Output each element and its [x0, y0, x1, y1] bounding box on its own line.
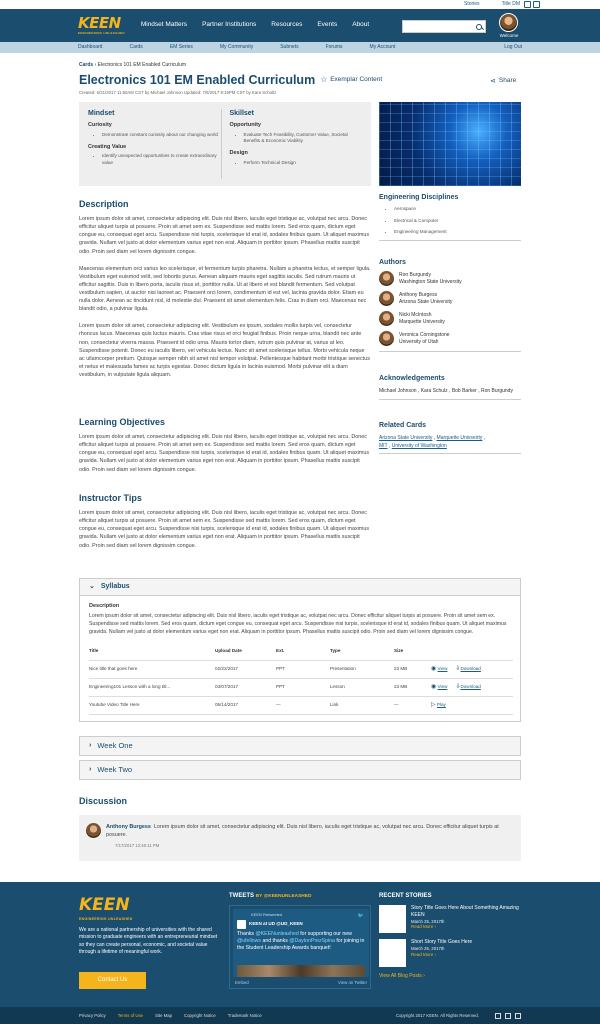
- syllabus-table: [89, 645, 513, 715]
- terms-of-use-link[interactable]: Terms of Use: [117, 1012, 144, 1018]
- exemplar-badge: ☆ Exemplar Content: [320, 75, 383, 85]
- tweets-panel: [229, 892, 371, 989]
- syllabus-description-title: Description: [89, 603, 120, 609]
- download-icon: ⇩: [455, 666, 461, 672]
- main-nav: [141, 21, 369, 30]
- eye-icon: ◉: [431, 666, 437, 672]
- main-header: [0, 9, 600, 42]
- retweet-label: KEEN Retweeted: [251, 912, 283, 918]
- footer-about: We are a national partnership of universities with the shared mission to graduate engineers with an entrepreneurial mindset so they can create personal, economic, and societal value through a lifetime of meaningful work.: [79, 927, 218, 955]
- author-item[interactable]: Anthony Burgess Arizona State University: [379, 291, 521, 306]
- syllabus-toggle[interactable]: ⌄ Syllabus: [89, 583, 130, 591]
- learning-objectives-paragraph: Lorem ipsum dolor sit amet, consectetur adipiscing elit. Duis nisl libero, iaculis eget tristique ac, volutpat nec arcu. Donec efficitur aliquet turpis at posuere. Proin sit amet sem ex. Suspendisse sed mattis lorem. Sed eros quam, dictum eget congue eu, consequat eget arcu. Suspendisse nisi turpis, scelerisque id erat id, sodales finibus quam. Ut aliquet maximus gravida. Nullam vel justo at dolor elementum varius eget non erat. Aliquam in porttitor ipsum. Phasellus mattis suscipit odio. Proin sed diam vel lorem dignissim congue.: [79, 434, 370, 473]
- authors-heading: Authors: [379, 259, 406, 266]
- mindset-heading: Mindset: [88, 110, 115, 117]
- breadcrumb-current: Electronics 101 EM Enabled Curriculum: [97, 62, 187, 68]
- description-paragraph: Maecenas elementum orci varius leo scelerisque, et fermentum turpis pharetra. Nullam a pharetra lectus, et semper ligula. Vestibulum eget euismod velit, sed lobortis purus. Aenean aliquam mauris eget sagittis iaculis. Sed rutrum mauris ut efficitur sagittis. Duis in libero porta, iaculis risus et, porttitor nulla. Ut at libero et est blandit fermentum. Sed volutpat vestibulum sapien, ut auctor nisi laoreet ac. Praesent orci lorem, condimentum id est vel, lacinia gravida dolor. Etiam eu nulla dolor. Aenean ac tincidunt nisl, id molestie dui. Praesent sit amet elementum felis. Cras in diam orci. Maecenas nec blandit odio, a pulvinar ligula.: [79, 265, 371, 313]
- tweets-heading: TWEETS BY @KEENUNLEASHED: [229, 893, 312, 899]
- column-header: Size: [394, 645, 431, 661]
- learning-objectives-section: [79, 416, 371, 474]
- mindset-item: • Identify unexpected opportunities to create extraordinary value: [102, 153, 221, 165]
- site-footer: [0, 882, 600, 1007]
- social-icon-1[interactable]: [524, 1, 531, 8]
- discussion-heading: Discussion: [79, 796, 128, 806]
- author-avatar: [379, 331, 394, 346]
- skillset-group-title: Design: [229, 150, 248, 157]
- acknowledgements-heading: Acknowledgements: [379, 375, 445, 382]
- star-icon: ☆: [320, 75, 328, 85]
- week-two-toggle[interactable]: › Week Two: [89, 764, 133, 774]
- download-link[interactable]: Download: [460, 684, 481, 690]
- learning-objectives-heading: Learning Objectives: [79, 417, 166, 427]
- instructor-tips-heading: Instructor Tips: [79, 493, 142, 503]
- nav-about[interactable]: About: [352, 21, 370, 29]
- week-one-accordion: [79, 736, 521, 756]
- breadcrumb: [79, 62, 186, 69]
- table-row: Engineering101 Lesson with a long titl... 03/07/2017 PPT Lesson 23 MB ◉ View ⇩Download: [89, 679, 513, 697]
- subnav-cards[interactable]: Cards: [129, 44, 143, 51]
- mindset-skillset-box: [79, 102, 371, 186]
- disciplines-heading: Engineering Disciplines: [379, 194, 459, 201]
- discipline-item[interactable]: • Electrical & Computer: [394, 218, 521, 224]
- view-link[interactable]: View: [437, 684, 448, 690]
- social-icon[interactable]: [505, 1013, 511, 1019]
- chevron-right-icon: ›: [89, 742, 92, 750]
- top-strip: [0, 0, 600, 9]
- authors-panel: [379, 258, 521, 352]
- chevron-right-icon: ›: [94, 62, 98, 68]
- eye-icon: ◉: [431, 684, 437, 691]
- skillset-group-title: Opportunity: [229, 122, 261, 129]
- stories-link[interactable]: Stories: [464, 1, 480, 8]
- play-icon: ▷: [431, 702, 436, 709]
- recent-stories-heading: RECENT STORIES: [379, 893, 432, 899]
- page-title-row: [79, 72, 382, 89]
- description-heading: Description: [79, 199, 129, 209]
- card-meta: Created: 6/21/2017 11:50AM CST by Michael Johnson Updated: 7/6/2017 8:15PM CST by Kara Schultz: [79, 90, 277, 95]
- related-card-link[interactable]: University of Washington: [391, 443, 447, 450]
- tweet-user: KEEN at UD @UD_KEEN: [249, 921, 303, 927]
- description-section: [79, 198, 371, 379]
- embed-link[interactable]: Embed: [235, 979, 249, 985]
- story-thumbnail: [379, 939, 406, 967]
- column-header: Upload Date: [215, 645, 276, 661]
- twitter-embed: [229, 905, 371, 989]
- subnav-dashboard[interactable]: Dashboard: [78, 44, 103, 51]
- mindset-item: • Demonstrate constant curiosity about our changing world: [102, 132, 221, 138]
- author-item[interactable]: Veronica Corningstone University of Utah: [379, 331, 521, 346]
- mindset-column: [88, 109, 221, 179]
- column-header: Ext.: [276, 645, 330, 661]
- comment-text: Lorem ipsum dolor sit amet, consectetur adipiscing elit. Duis nisl libero, iaculis eget tristique ac, volutpat nec arcu. Donec efficitur aliquet turpis at posuere.: [106, 824, 499, 839]
- view-all-posts-link[interactable]: View All Blog Posts ›: [379, 973, 425, 980]
- share-icon: ⋖: [490, 78, 496, 85]
- footer-logo[interactable]: KEEN ENGINEERING UNLEASHED: [79, 895, 133, 921]
- card-hero-image: [379, 102, 521, 186]
- social-icon[interactable]: [515, 1013, 521, 1019]
- related-card-link[interactable]: Arizona State University: [379, 435, 433, 442]
- description-paragraph: Lorem ipsum dolor sit amet, consectetur adipiscing elit. Vestibulum ex ipsum, sodales mollis turpis vel, consectetur rhoncus lacus. Maecenas quis luctus mauris. Cras vitae risus et orci feugiat finibus. Proin neque urna, blandit nec ante non, consectetur viverra massa. Praesent id odio urna. Mauris tortor diam, rutrum quis pulvinar at, varius at leo. Suspendisse potenti. Donec eu iaculis libero, vel vehicula lectus. Nunc sit amet scelerisque tellus. Morbi vehicula neque ac ullamcorper pretium. Quisque semper nibh sit amet nisl tempor volutpat. Pellentesque habitant morbi tristique senectus et netus et malesuada fames ac turpis egestas. Donec dictum ligula in lacinia euismod. Morbi pulvinar elit a diam vestibulum, in vulputate ligula aliquam.: [79, 323, 370, 378]
- story-thumbnail: [379, 905, 406, 933]
- view-on-twitter-link[interactable]: View on Twitter: [338, 979, 367, 985]
- related-card-link[interactable]: MIT: [379, 443, 388, 450]
- column-header: Title: [89, 645, 215, 661]
- recent-stories-panel: [379, 892, 521, 980]
- skillset-item: • Evaluate Tech Feasibility, Customer Value, Societal Benefits & Economic Viability: [244, 132, 363, 144]
- contact-us-button[interactable]: Contact Us: [79, 972, 146, 989]
- page-title: Electronics 101 EM Enabled Curriculum: [79, 73, 316, 87]
- search-input[interactable]: [402, 20, 486, 33]
- mindset-group-title: Curiosity: [88, 122, 112, 129]
- subnav-subnets[interactable]: Subnets: [280, 44, 299, 51]
- share-button[interactable]: ⋖ Share: [490, 77, 517, 85]
- discipline-item[interactable]: • Aerospace: [394, 206, 521, 212]
- week-one-toggle[interactable]: › Week One: [89, 740, 133, 750]
- instructor-tips-section: [79, 492, 371, 550]
- keen-logo[interactable]: KEEN ENGINEERING UNLEASHED: [78, 14, 125, 35]
- instructor-tips-paragraph: Lorem ipsum dolor sit amet, consectetur adipiscing elit. Duis nisl libero, iaculis eget tristique ac, volutpat nec arcu. Donec efficitur aliquet turpis at posuere. Proin sit amet sem ex. Suspendisse sed mattis lorem. Sed eros quam, dictum eget congue eu, consequat eget arcu. Suspendisse nisi turpis, scelerisque id erat id, sodales finibus quam. Ut aliquet maximus gravida. Nullam vel justo at dolor elementum varius eget non erat. Aliquam in porttitor ipsum. Phasellus mattis suscipit odio. Proin sed diam vel lorem dignissim congue.: [79, 510, 370, 549]
- trademark-notice-link[interactable]: Trademark Notice: [227, 1012, 262, 1018]
- discussion-comment: [79, 815, 521, 861]
- skillset-item: • Perform Technical Design: [244, 160, 363, 166]
- nav-partner-institutions[interactable]: Partner Institutions: [202, 21, 257, 29]
- column-header: Type: [330, 645, 394, 661]
- author-item[interactable]: Ron Burgundy Washington State University: [379, 271, 521, 286]
- author-avatar: [379, 311, 394, 326]
- tweet-image: [237, 965, 365, 977]
- download-icon: ⇩: [455, 684, 461, 691]
- author-item[interactable]: Nicki McIntosh Marquette University: [379, 311, 521, 326]
- author-avatar: [379, 271, 394, 286]
- subnav-my-account[interactable]: My Account: [369, 44, 396, 51]
- chevron-right-icon: ›: [89, 766, 92, 774]
- acknowledgements-panel: [379, 374, 521, 400]
- acknowledgements-text: Michael Johnson , Kara Schulz , Bob Barker , Ron Burgundy: [379, 388, 513, 395]
- welcome-label: Welcome: [499, 33, 519, 38]
- download-link[interactable]: Download: [460, 666, 481, 671]
- related-card-link[interactable]: Marquette Univseirty: [436, 435, 483, 442]
- sub-nav: [0, 42, 600, 53]
- week-two-accordion: [79, 760, 521, 780]
- subnav-forums[interactable]: Forums: [325, 44, 343, 51]
- tweet-user-avatar: [237, 920, 246, 929]
- disciplines-panel: [379, 193, 521, 241]
- comment-timestamp: 7/17/2017 12:46:11 PM: [115, 843, 160, 849]
- read-more-link[interactable]: Read More ›: [411, 924, 437, 930]
- read-more-link[interactable]: Read More ›: [411, 951, 437, 957]
- nav-events[interactable]: Events: [317, 21, 338, 29]
- tweet-text: Thanks @KEENunleashed for supporting our new @ufellows and thanks @DaytonPrezSpina for joining in the Student Leadership Awards banquet!: [237, 930, 365, 951]
- tweet[interactable]: [233, 909, 369, 977]
- skillset-column: [221, 109, 363, 179]
- related-cards-panel: Related Cards Arizona State University , Marquette Univseirty , MIT , University of Washington: [379, 421, 521, 454]
- play-link[interactable]: Play: [436, 702, 446, 708]
- author-avatar: [379, 291, 394, 306]
- table-row: Youtube Video Title Here 05/14/2017 — Link — ▷ Play: [89, 697, 513, 715]
- copyright-text: Copyright 2017 KEEN. All Rights Reserved.: [395, 1012, 479, 1018]
- skillset-heading: Skillset: [229, 110, 255, 117]
- syllabus-accordion: [79, 578, 521, 722]
- nav-mindset-matters[interactable]: Mindset Matters: [140, 21, 188, 29]
- copyright-notice-link[interactable]: Copyright Notice: [184, 1012, 216, 1018]
- chevron-down-icon: ⌄: [89, 583, 95, 591]
- breadcrumb-cards[interactable]: Cards: [79, 62, 94, 68]
- subnav-em-series[interactable]: EM Series: [169, 44, 193, 51]
- social-icon[interactable]: [495, 1013, 501, 1019]
- syllabus-body: [80, 595, 520, 721]
- story-item[interactable]: Story Title Goes Here About Something Amazing KEEN March 25, 2017th Read More ›: [379, 905, 521, 933]
- social-icon-2[interactable]: [533, 1, 540, 8]
- subnav-my-community[interactable]: My Community: [219, 44, 254, 51]
- description-paragraph: Lorem ipsum dolor sit amet, consectetur adipiscing elit. Duis nisl libero, iaculis eget tristique ac, volutpat nec arcu. Donec efficitur aliquet turpis at posuere. Proin sit amet sem ex. Suspendisse sed mattis lorem. Sed eros quam, dictum eget congue eu, consequat eget arcu. Suspendisse nisi turpis, scelerisque id erat id, sodales finibus quam. Ut aliquet maximus gravida. Nullam vel justo at dolor elementum varius eget non erat. Aliquam in porttitor ipsum. Phasellus mattis suscipit odio. Proin sed diam vel lorem dignissim congue.: [79, 216, 370, 255]
- discipline-item[interactable]: • Engineering Management: [394, 229, 521, 235]
- site-map-link[interactable]: Site Map: [155, 1012, 173, 1018]
- comment-author[interactable]: Anthony Burgess: [106, 824, 151, 830]
- syllabus-description: Lorem ipsum dolor sit amet, consectetur adipiscing elit. Duis nisl libero, iaculis eget tristique ac, volutpat nec arcu. Donec efficitur aliquet turpis at posuere. Proin sit amet sem ex. Suspendisse sed mattis lorem. Sed eros quam, dictum eget congue eu, consequat eget arcu. Suspendisse nisi turpis, scelerisque id erat id, sodales finibus quam. Ut aliquet maximus gravida. Nullam vel justo at dolor elementum varius eget non erat. Aliquam in porttitor ipsum. Phasellus mattis suscipit odio. Proin sed diam vel lorem dignissim congue.: [89, 613, 507, 636]
- search-icon[interactable]: [476, 24, 482, 30]
- table-row: Nice title that goes here 02/22/2017 PPT Presentation 23 MB ◉ View ⇩Download: [89, 661, 513, 679]
- twitter-bird-icon: 🐦: [357, 913, 364, 920]
- story-item[interactable]: Short Story Title Goes Here March 25, 2017th Read More ›: [379, 939, 521, 967]
- user-avatar[interactable]: [499, 13, 518, 32]
- nav-resources[interactable]: Resources: [271, 21, 303, 29]
- bottom-bar: [0, 1007, 600, 1024]
- mindset-group-title: Creating Value: [88, 144, 127, 151]
- logout-link[interactable]: Log Out: [504, 44, 522, 51]
- comment-avatar: [86, 823, 101, 838]
- related-cards-heading: Related Cards: [379, 422, 427, 429]
- title-dm-link[interactable]: Title DM: [501, 1, 520, 8]
- privacy-policy-link[interactable]: Privacy Policy: [79, 1012, 106, 1018]
- view-link[interactable]: View: [437, 666, 448, 671]
